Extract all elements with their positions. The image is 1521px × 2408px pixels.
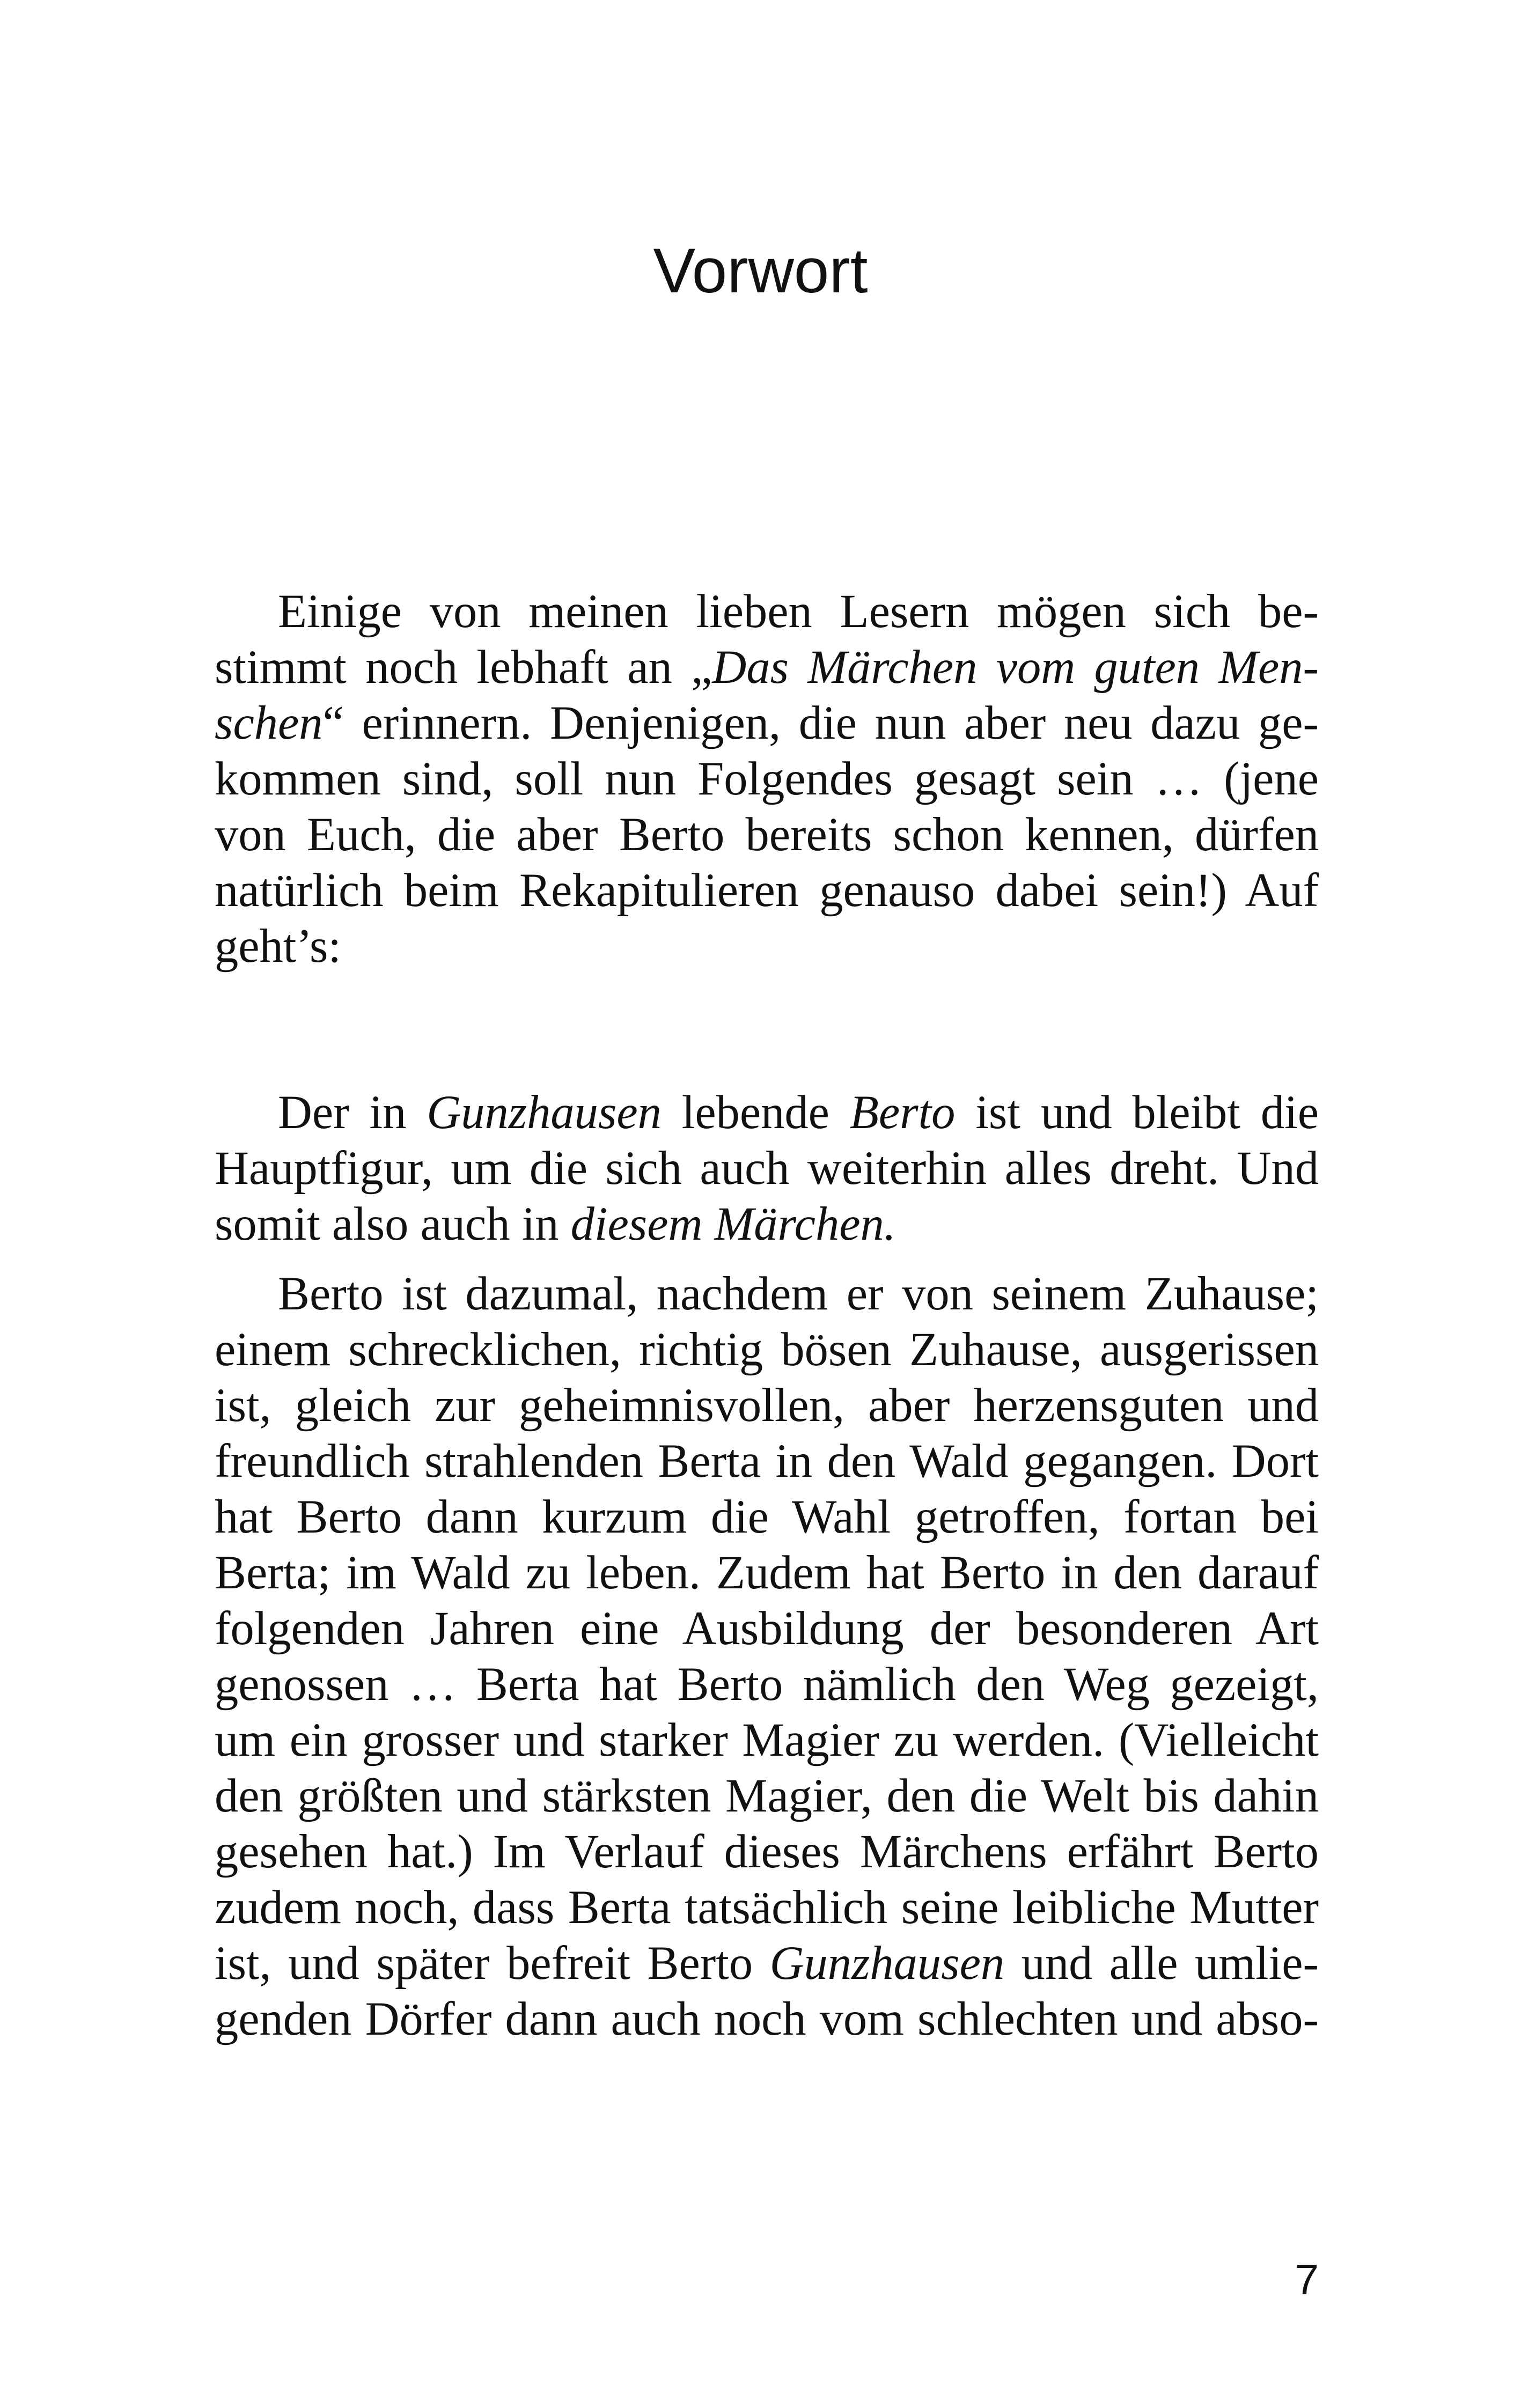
para2-text-1: Der in [278,1086,427,1139]
main-section [215,1085,1319,2047]
para2-text-2: lebende [661,1086,850,1139]
intro-section [215,584,1319,974]
page-number: 7 [1295,2256,1319,2303]
intro-text-end: “ erinnern. Denjenigen, die nun aber neu dazu gekommen sind, soll nun Folgendes gesagt sein … (jene von Euch, die aber Berto bereits schon kennen, dürfen natürlich beim Rekapitulieren genauso dabei sein!) Auf geht’s: [215,697,1319,973]
paragraph-main-character [215,1085,1319,1252]
book-title-reference: Das Märchen vom guten Menschen [215,641,1319,749]
place-name: Gunzhausen [769,1937,1005,1990]
intro-paragraph [215,584,1319,974]
emphasis-text: diesem Märchen. [570,1198,896,1250]
paragraph-backstory [215,1266,1319,2047]
intro-text-start: Einige von meinen lieben Lesern mögen sich bestimmt noch lebhaft an „ [215,585,1319,694]
place-name: Gunzhausen [427,1086,662,1139]
para3-text-2: und alle umliegenden Dörfer dann auch noch vom schlechten und abso- [215,1937,1319,2045]
para3-text-1: Berto ist dazumal, nachdem er von seinem Zuhause; einem schrecklichen, richtig bösen Zuhause, ausgerissen ist, gleich zur geheimnisvollen, aber herzensguten und freundlich strahlenden Berta in den Wald gegangen. Dort hat Berto dann kurzum die Wahl getroffen, fortan bei Berta; im Wald zu leben. Zudem hat Berto in den darauf folgenden Jahren eine Ausbildung der besonderen Art genossen … Berta hat Berto nämlich den Weg gezeigt, um ein grosser und starker Magier zu werden. (Vielleicht den größten und stärksten Magier, den die Welt bis dahin gesehen hat.) Im Verlauf dieses Märchens erfährt Berto zudem noch, dass Berta tatsächlich seine leibliche Mutter ist, und später befreit Berto [215,1268,1319,1990]
chapter-title: Vorwort [653,235,868,306]
para2-text-3: ist und bleibt die Hauptfigur, um die sich auch weiterhin alles dreht. Und somit also auch in [215,1086,1319,1250]
character-name: Berto [849,1086,956,1139]
